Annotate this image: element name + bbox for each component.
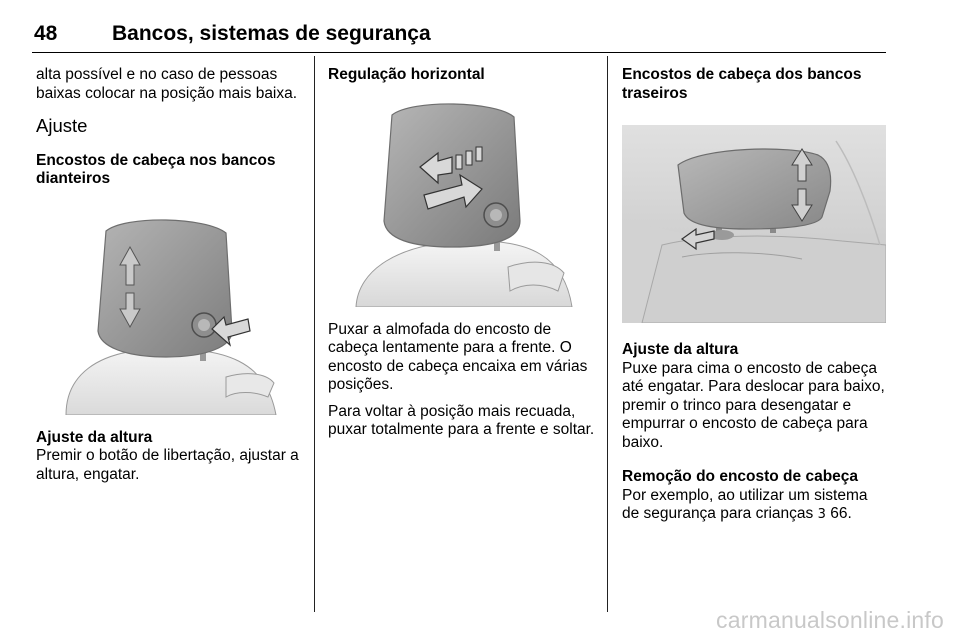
horizontal-adjust-para-1: Puxar a almofada do encosto de cabeça lentamente para a frente. O encosto de cabeça encaixa em várias posições.: [328, 320, 588, 393]
rear-headrests-heading: Encostos de cabeça dos bancos traseiros: [622, 66, 862, 102]
front-headrest-illustration: [36, 201, 300, 415]
height-adjust-heading-2: Ajuste da altura: [622, 341, 739, 358]
rear-headrest-illustration: [622, 125, 886, 323]
column-3: [622, 66, 888, 533]
watermark: carmanualsonline.info: [716, 607, 944, 633]
height-adjust-text-1: Premir o botão de libertação, ajustar a altura, engatar.: [36, 447, 299, 483]
height-adjust-heading-1: Ajuste da altura: [36, 428, 153, 446]
column-divider: [314, 56, 315, 612]
horizontal-adjust-para-2: Para voltar à posição mais recuada, puxar totalmente para a frente e soltar.: [328, 402, 595, 438]
front-headrests-heading: Encostos de cabeça nos bancos dianteiros: [36, 151, 276, 187]
removal-heading: Remoção do encosto de cabeça: [622, 468, 859, 485]
horizontal-adjust-heading: Regulação horizontal: [328, 66, 485, 83]
page-number: 48: [34, 22, 58, 45]
cross-reference-icon: 3: [817, 507, 826, 522]
column-2: [328, 66, 596, 448]
column-divider: [607, 56, 608, 612]
adjust-heading: Ajuste: [36, 115, 88, 136]
horizontal-adjust-illustration: [328, 95, 592, 307]
section-title: Bancos, sistemas de segurança: [112, 22, 431, 45]
removal-text: Por exemplo, ao utilizar um sistema de segurança para crianças 3 66.: [622, 486, 868, 522]
column-1: [36, 66, 301, 492]
page-header: [32, 18, 886, 53]
height-adjust-text-2: Puxe para cima o encosto de cabeça até engatar. Para deslocar para baixo, premir o trinco para desengatar e empurrar o encosto de cabeça para baixo.: [622, 359, 885, 451]
cross-reference-page: 66.: [830, 505, 852, 522]
intro-text: alta possível e no caso de pessoas baixas colocar na posição mais baixa.: [36, 66, 298, 102]
